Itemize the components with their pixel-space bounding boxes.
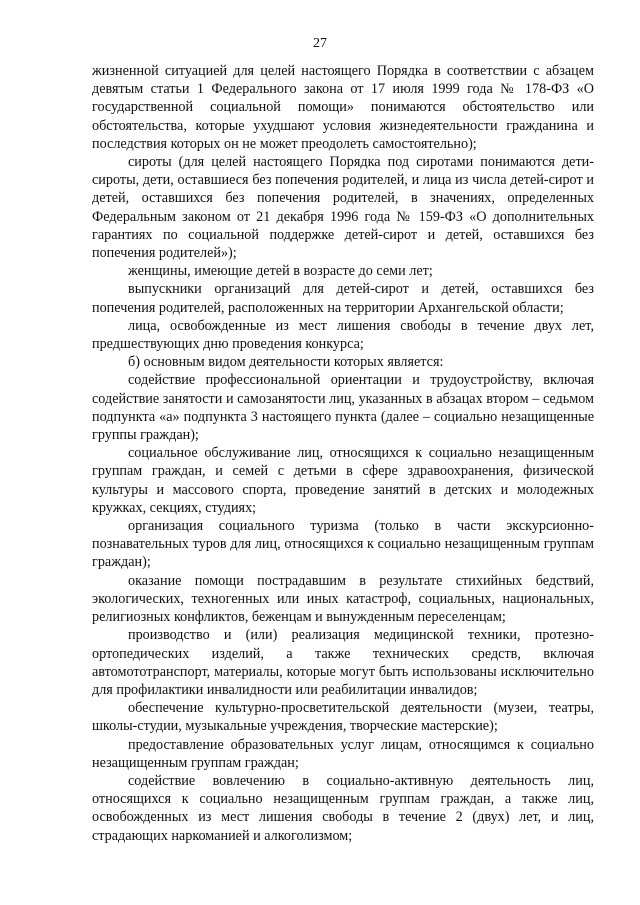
paragraph-educational-services: предоставление образовательных услуг лицам, относящимся к социально незащищенным группам граждан; bbox=[92, 736, 594, 771]
paragraph-life-situation: жизненной ситуацией для целей настоящего Порядка в соответствии с абзацем девятым статьи 1 Федерального закона от 17 июля 1999 года № 178-ФЗ «О государственной социальной помощи» понимаются обстоятельство или обстоятельства, которые ухудшают условия жизнедеятельности гражданина и последствия которых он не может преодолеть самостоятельно); bbox=[92, 63, 594, 152]
document-body bbox=[92, 62, 594, 845]
paragraph-employment-assistance: содействие профессиональной ориентации и трудоустройству, включая содействие занятости и самозанятости лиц, указанных в абзацах втором – седьмом подпункта «а» подпункта 3 настоящего пункта (далее – социально незащищенные группы граждан); bbox=[92, 372, 594, 444]
paragraph-social-services: социальное обслуживание лиц, относящихся к социально незащищенным группам граждан, и семей с детьми в сфере здравоохранения, физической культуры и массового спорта, проведение занятий в детских и молодежных кружках, секциях, студиях; bbox=[92, 445, 594, 516]
paragraph-disaster-assistance: оказание помощи пострадавшим в результате стихийных бедствий, экологических, техногенных или иных катастроф, социальных, национальных, религиозных конфликтов, беженцам и вынужденным переселенцам; bbox=[92, 572, 594, 626]
paragraph-women-with-children: женщины, имеющие детей в возрасте до семи лет; bbox=[128, 263, 433, 280]
paragraph-released-prisoners: лица, освобожденные из мест лишения свободы в течение двух лет, предшествующих дню проведения конкурса; bbox=[92, 317, 594, 353]
paragraph-orphans: сироты (для целей настоящего Порядка под сиротами понимаются дети-сироты, дети, оставшиеся без попечения родителей, и лица из числа детей-сирот и детей, оставшихся без попечения родителей, в значениях, определенных Федеральным законом от 21 декабря 1996 года № 159-ФЗ «О дополнительных гарантиях по социальной поддержке детей-сирот и детей, оставшихся без попечения родителей»); bbox=[92, 154, 594, 262]
page-number: 27 bbox=[313, 36, 327, 51]
paragraph-section-b-heading: б) основным видом деятельности которых является: bbox=[128, 354, 444, 371]
paragraph-cultural-activity: обеспечение культурно-просветительской деятельности (музеи, театры, школы-студии, музыкальные учреждения, творческие мастерские); bbox=[92, 700, 594, 735]
paragraph-social-involvement: содействие вовлечению в социально-активную деятельность лиц, относящихся к социально незащищенным группам граждан, а также лиц, освобожденных из мест лишения свободы в течение 2 (двух) лет, и лиц, страдающих наркоманией и алкоголизмом; bbox=[92, 772, 594, 844]
paragraph-medical-equipment: производство и (или) реализация медицинской техники, протезно-ортопедических изделий, а также технических средств, включая автомототранспорт, материалы, которые могут быть использованы исключительно для профилактики инвалидности или реабилитации инвалидов; bbox=[92, 627, 594, 698]
paragraph-social-tourism: организация социального туризма (только в части экскурсионно-познавательных туров для лиц, относящихся к социально незащищенным группам граждан); bbox=[92, 518, 594, 571]
paragraph-orphanage-graduates: выпускники организаций для детей-сирот и детей, оставшихся без попечения родителей, расположенных на территории Архангельской области; bbox=[92, 281, 594, 316]
